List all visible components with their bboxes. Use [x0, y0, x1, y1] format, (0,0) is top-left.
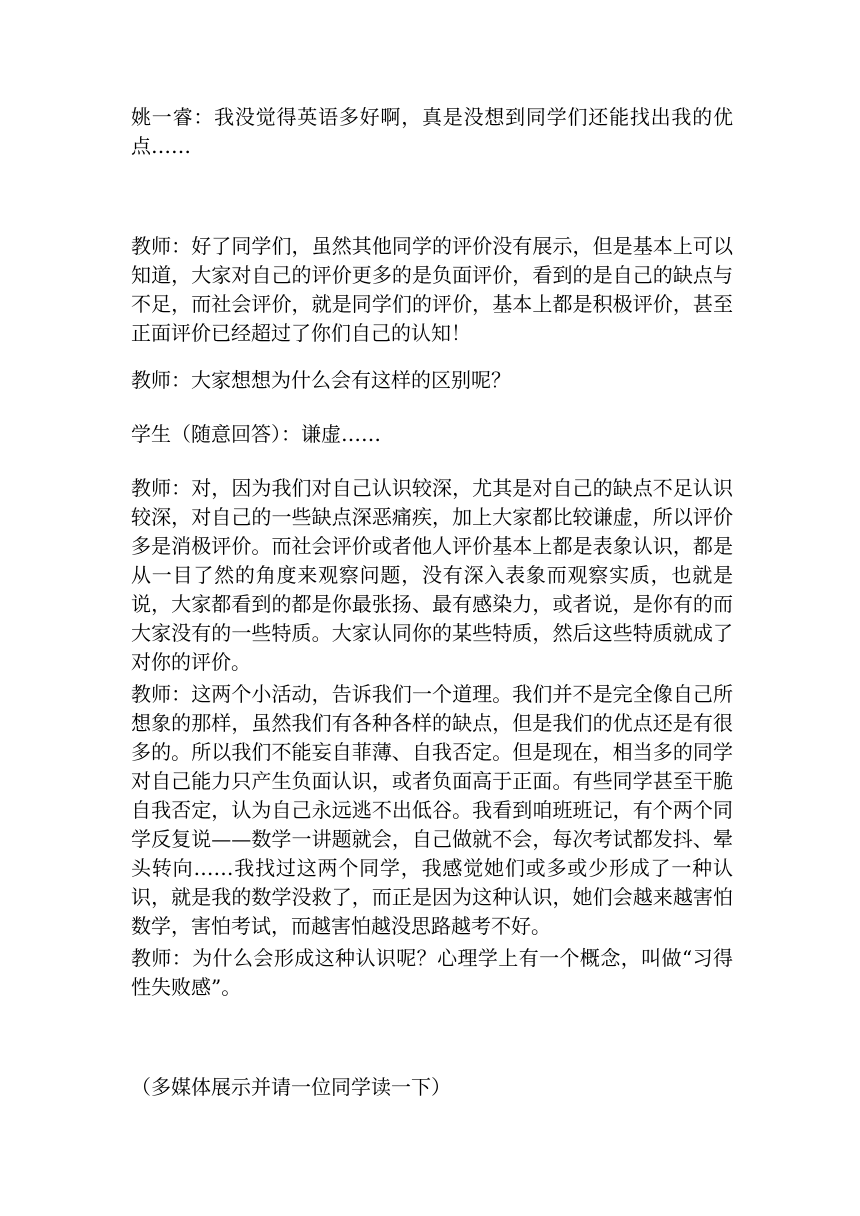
dialogue-paragraph-teacher-explanation: 教师：对，因为我们对自己认识较深，尤其是对自己的缺点不足认识较深，对自己的一些缺点深恶痛疾，加上大家都比较谦虚，所以评价多是消极评价。而社会评价或者他人评价基本上都是表象认识，都是从一目了然的角度来观察问题，没有深入表象而观察实质，也就是说，大家都看到的都是你最张扬、最有感染力，或者说，是你有的而大家没有的一些特质。大家认同你的某些特质，然后这些特质就成了对你的评价。	[131, 476, 733, 674]
dialogue-paragraph-student-answer: 学生（随意回答）：谦虚……	[131, 422, 381, 446]
dialogue-paragraph-teacher-question: 教师：大家想想为什么会有这样的区别呢？	[131, 368, 511, 392]
stage-direction: （多媒体展示并请一位同学读一下）	[131, 1075, 451, 1099]
dialogue-paragraph-teacher-summary: 教师：好了同学们，虽然其他同学的评价没有展示，但是基本上可以知道，大家对自己的评价更多的是负面评价，看到的是自己的缺点与不足，而社会评价，就是同学们的评价，基本上都是积极评价，甚至正面评价已经超过了你们自己的认知！	[131, 234, 733, 345]
dialogue-paragraph-student-yao: 姚一睿：我没觉得英语多好啊，真是没想到同学们还能找出我的优点……	[131, 105, 733, 158]
dialogue-paragraph-teacher-lesson: 教师：这两个小活动，告诉我们一个道理。我们并不是完全像自己所想象的那样，虽然我们有各种各样的缺点，但是我们的优点还是有很多的。所以我们不能妄自菲薄、自我否定。但是现在，相当多的同学对自己能力只产生负面认识，或者负面高于正面。有些同学甚至干脆自我否定，认为自己永远逃不出低谷。我看到咱班班记，有个两个同学反复说——数学一讲题就会，自己做就不会，每次考试都发抖、晕头转向……我找过这两个同学，我感觉她们或多或少形成了一种认识，就是我的数学没救了，而正是因为这种认识，她们会越来越害怕数学，害怕考试，而越害怕越没思路越考不好。	[131, 682, 733, 938]
dialogue-paragraph-teacher-concept: 教师：为什么会形成这种认识呢？心理学上有一个概念，叫做“习得性失败感”。	[131, 946, 733, 999]
